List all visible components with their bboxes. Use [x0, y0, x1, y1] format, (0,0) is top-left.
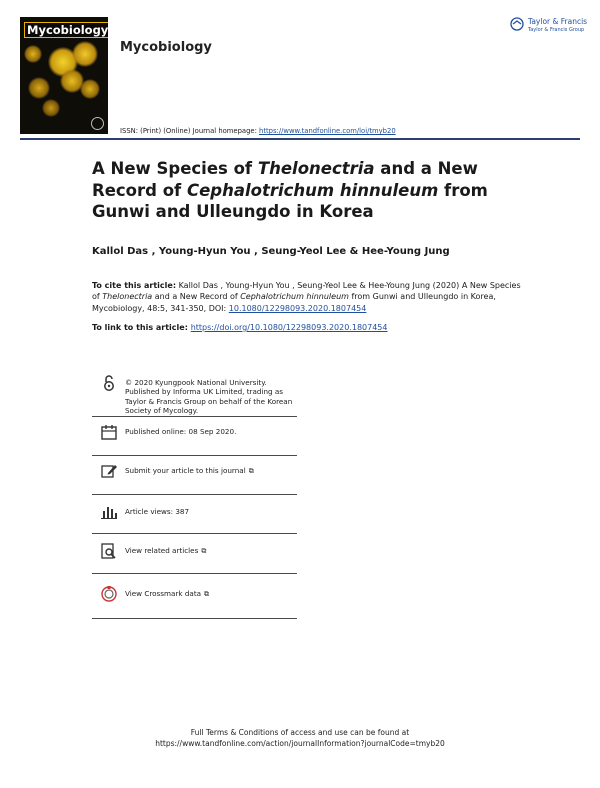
journal-cover-image — [20, 17, 108, 134]
crossmark-item[interactable] — [92, 585, 297, 605]
link-label: To link to this article: — [92, 323, 191, 332]
panel-divider — [92, 573, 297, 574]
citation-text: and a New Record of — [152, 292, 241, 302]
article-views: Article views: 387 — [125, 507, 190, 516]
issn-line — [120, 127, 396, 135]
article-doi-url[interactable]: https://doi.org/10.1080/12298093.2020.1807454 — [190, 323, 388, 332]
bar-chart-icon — [100, 503, 118, 521]
external-link-icon: ⧉ — [201, 547, 207, 555]
related-articles-link[interactable] — [125, 546, 297, 556]
published-item — [92, 423, 297, 443]
author-list: Kallol Das , Young-Hyun You , Seung-Yeol Lee & Hee-Young Jung — [92, 246, 450, 257]
calendar-icon — [100, 423, 118, 441]
title-text: and a New Record of — [92, 159, 478, 200]
publisher-tagline: Taylor & Francis Group — [528, 27, 585, 33]
society-emblem-icon — [91, 117, 104, 130]
external-link-icon: ⧉ — [204, 590, 210, 598]
panel-divider — [92, 494, 297, 495]
external-link-icon: ⧉ — [248, 467, 254, 475]
publisher-logo[interactable] — [510, 15, 588, 37]
citation-block — [92, 280, 522, 314]
license-text: © 2020 Kyungpook National University. Published by Informa UK Limited, trading as Taylor & Francis Group on behalf of the Korean Society of Mycology. — [125, 378, 293, 416]
published-date: Published online: 08 Sep 2020. — [125, 427, 237, 436]
doi-link[interactable]: 10.1080/12298093.2020.1807454 — [228, 303, 367, 313]
panel-divider — [92, 416, 297, 417]
footer-url[interactable]: https://www.tandfonline.com/action/journalInformation?journalCode=tmyb20 — [155, 739, 445, 748]
open-access-icon — [100, 374, 118, 392]
views-item — [92, 503, 297, 523]
cover-title: Mycobiology — [24, 22, 108, 38]
submit-article-link[interactable] — [125, 466, 297, 476]
submit-item[interactable] — [92, 462, 297, 482]
article-title — [92, 158, 532, 223]
journal-homepage-link[interactable]: https://www.tandfonline.com/loi/tmyb20 — [259, 127, 396, 135]
edit-icon — [100, 462, 118, 480]
crossmark-icon — [100, 585, 118, 603]
related-item[interactable] — [92, 542, 297, 562]
citation-text: from Gunwi and Ulleungdo in Korea, Mycobiology, 48:5, 341-350, DOI: — [92, 292, 496, 313]
crossmark-link[interactable] — [125, 589, 297, 599]
search-document-icon — [100, 542, 118, 560]
crossmark-label: View Crossmark data — [125, 589, 202, 598]
related-label: View related articles — [125, 546, 199, 555]
publisher-name: Taylor & Francis — [528, 17, 588, 26]
panel-divider — [92, 618, 297, 619]
footer — [0, 727, 600, 749]
title-species: Cephalotrichum hinnuleum — [186, 180, 439, 200]
submit-label: Submit your article to this journal — [125, 466, 246, 475]
title-text: A New Species of — [92, 159, 258, 178]
license-item — [92, 374, 297, 418]
article-link-line — [92, 323, 388, 332]
footer-terms: Full Terms & Conditions of access and use can be found at — [190, 728, 410, 737]
header-divider — [20, 138, 580, 140]
journal-name: Mycobiology — [120, 40, 212, 55]
citation-label: To cite this article: — [92, 281, 177, 290]
publisher-logo-icon — [510, 17, 524, 31]
citation-genus: Thelonectria — [102, 292, 153, 302]
panel-divider — [92, 455, 297, 456]
citation-text: Kallol Das , Young-Hyun You , Seung-Yeol Lee & Hee-Young Jung (2020) A New Species of — [92, 281, 521, 302]
panel-divider — [92, 533, 297, 534]
title-text: from Gunwi and Ulleungdo in Korea — [92, 180, 488, 221]
title-genus: Thelonectria — [257, 159, 375, 178]
citation-species: Cephalotrichum hinnuleum — [240, 292, 349, 302]
issn-text: ISSN: (Print) (Online) Journal homepage: — [120, 127, 260, 135]
